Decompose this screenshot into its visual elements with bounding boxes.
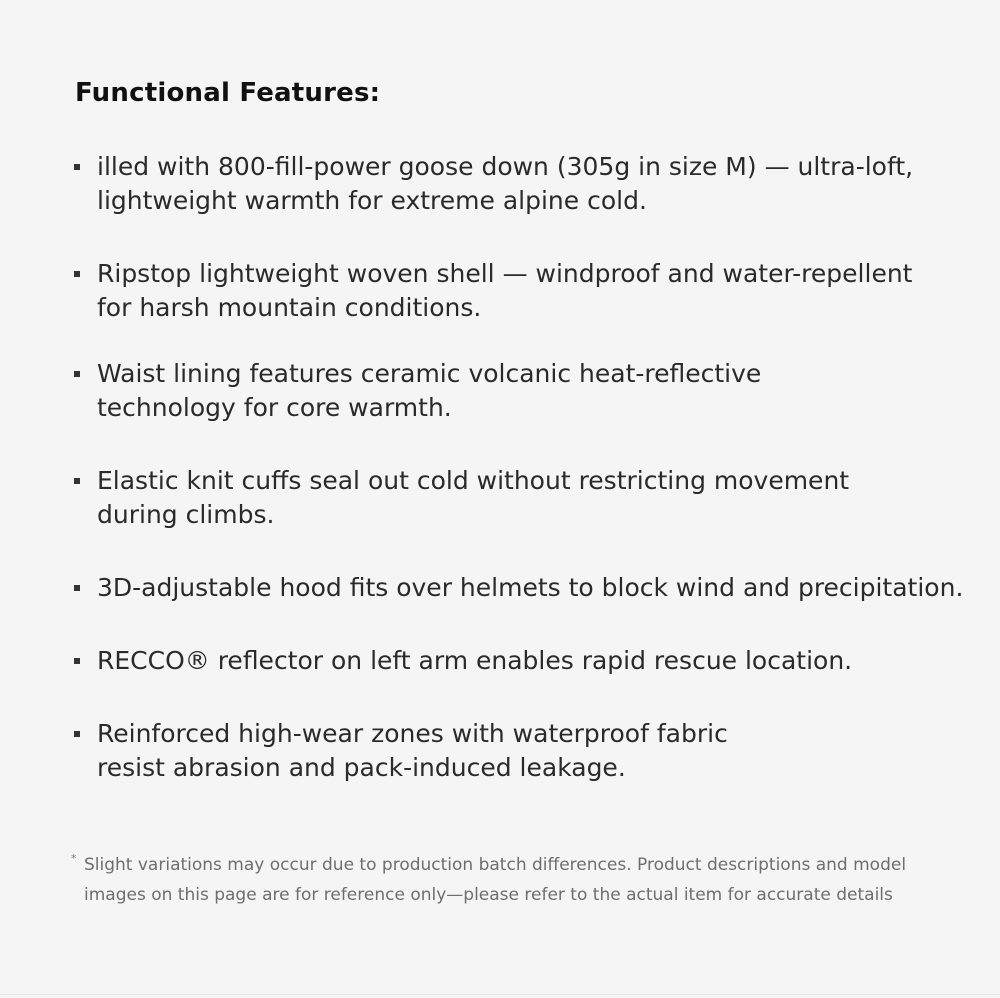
square-bullet-icon <box>74 371 80 377</box>
feature-text: Ripstop lightweight woven shell — windproof and water-repellent for harsh mountain conditions. <box>97 259 913 322</box>
feature-text: illed with 800-fill-power goose down (305g in size M) — ultra-loft, lightweight warmth for extreme alpine cold. <box>97 152 914 215</box>
square-bullet-icon <box>74 271 80 277</box>
feature-text: Reinforced high-wear zones with waterproof fabric resist abrasion and pack-induced leakage. <box>97 719 728 782</box>
footnote-asterisk: * <box>71 852 77 865</box>
feature-text: RECCO® reflector on left arm enables rapid rescue location. <box>97 646 853 675</box>
section-heading: Functional Features: <box>75 78 381 108</box>
feature-text: Elastic knit cuffs seal out cold without restricting movement during climbs. <box>97 466 850 529</box>
square-bullet-icon <box>74 658 80 664</box>
bottom-divider <box>0 994 1000 995</box>
square-bullet-icon <box>74 731 80 737</box>
feature-text: 3D-adjustable hood fits over helmets to block wind and precipitation. <box>97 573 964 602</box>
square-bullet-icon <box>74 164 80 170</box>
square-bullet-icon <box>74 478 80 484</box>
disclaimer-text: Slight variations may occur due to production batch differences. Product descriptions and model images on this page are for reference only—please refer to the actual item for accurate details <box>84 855 907 905</box>
square-bullet-icon <box>74 585 80 591</box>
feature-text: Waist lining features ceramic volcanic heat-reflective technology for core warmth. <box>97 359 762 422</box>
